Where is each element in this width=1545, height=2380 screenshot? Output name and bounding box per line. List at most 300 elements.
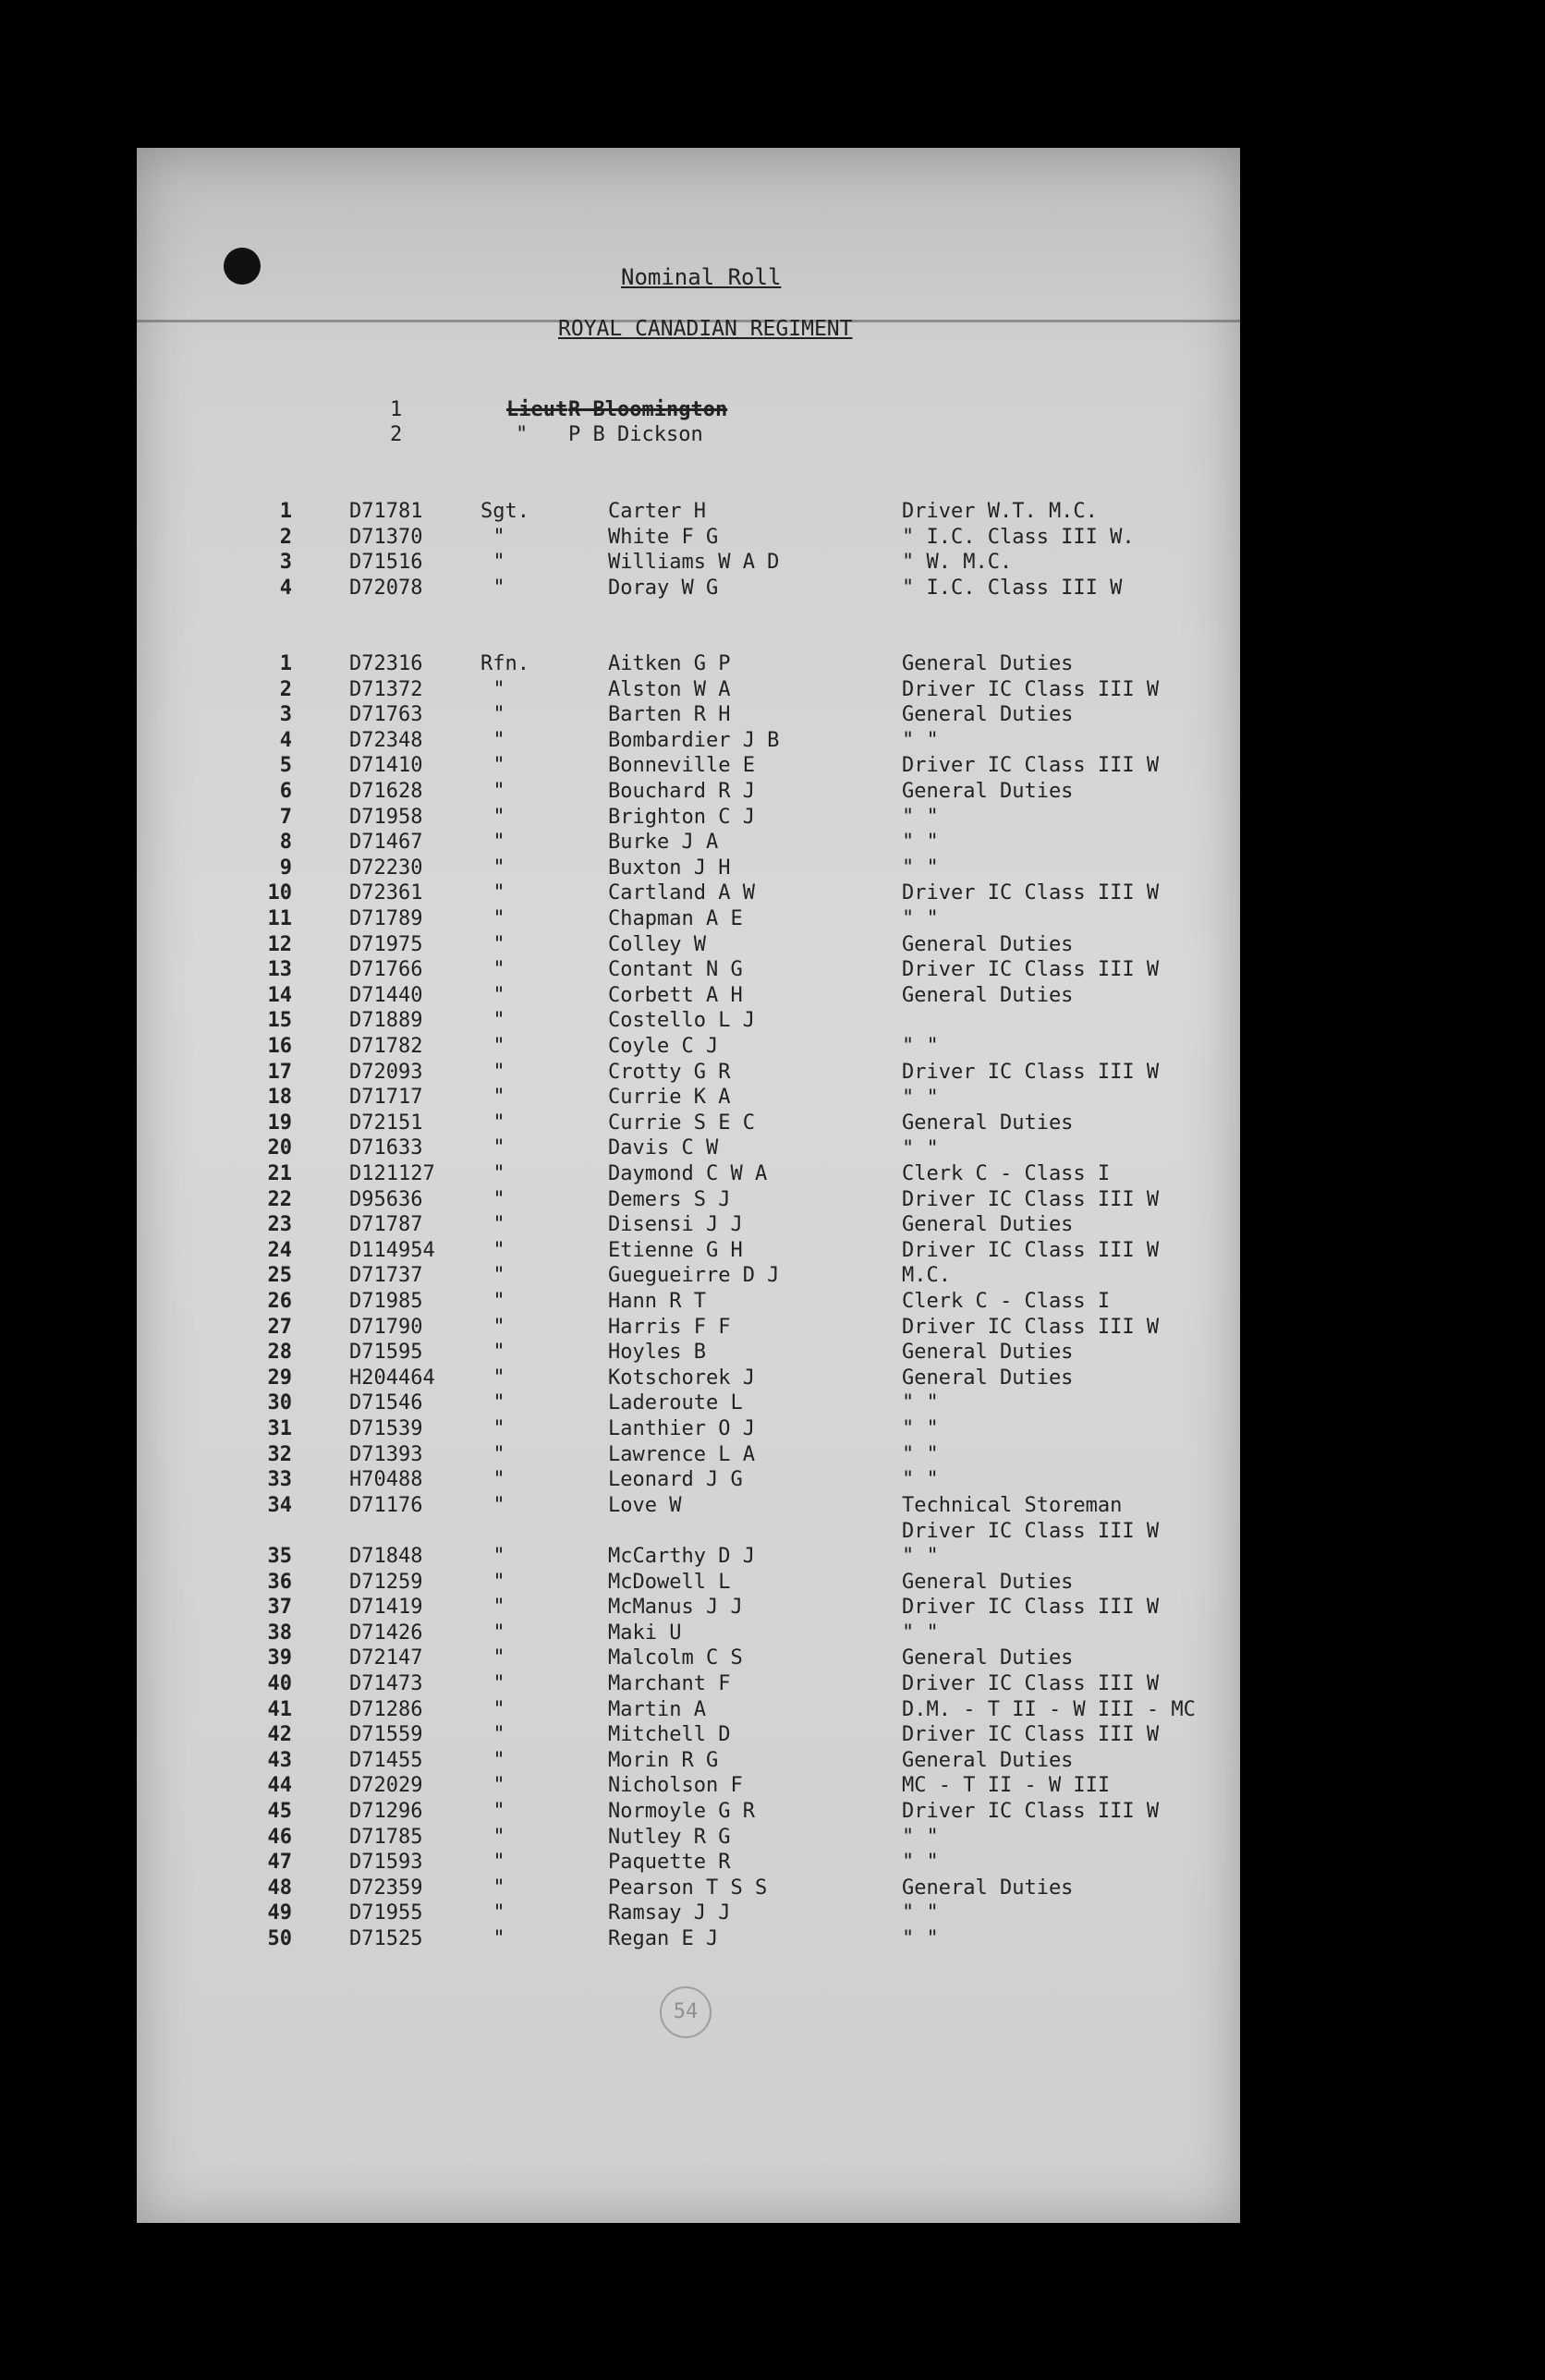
service-number: D71628 — [349, 780, 423, 803]
duty: Driver W.T. M.C. — [902, 500, 1098, 523]
row-number: 49 — [267, 1901, 292, 1925]
roll-row — [0, 1213, 1545, 1237]
service-number: D71440 — [349, 983, 423, 1007]
duty: Driver IC Class III W — [902, 881, 1160, 905]
service-number: D71717 — [349, 1086, 423, 1110]
soldier-name: Aitken G P — [608, 652, 731, 675]
row-number: 19 — [267, 1111, 292, 1135]
rank: " — [493, 1162, 505, 1185]
rank: " — [493, 1442, 505, 1466]
duty: General Duties — [902, 652, 1074, 675]
duty: General Duties — [902, 1646, 1074, 1670]
roll-row — [0, 703, 1545, 727]
duty: " " — [902, 728, 939, 752]
duty: Technical Storeman — [902, 1493, 1123, 1517]
row-number: 21 — [267, 1162, 292, 1185]
row-number: 2 — [279, 677, 292, 701]
soldier-name: Disensi J J — [608, 1213, 743, 1237]
roll-row — [0, 780, 1545, 804]
rank: " — [493, 1800, 505, 1823]
service-number: D71958 — [349, 805, 423, 829]
soldier-name: Lawrence L A — [608, 1442, 755, 1466]
rank: " — [493, 703, 505, 727]
roll-row — [0, 1239, 1545, 1263]
roll-row — [0, 1316, 1545, 1340]
roll-row — [0, 958, 1545, 982]
soldier-name: Costello L J — [608, 1009, 755, 1033]
row-number: 18 — [267, 1086, 292, 1110]
row-number: 48 — [267, 1876, 292, 1900]
row-number: 17 — [267, 1060, 292, 1084]
row-number: 45 — [267, 1800, 292, 1823]
duty-continued: " " — [902, 1136, 939, 1160]
rank: " — [493, 1927, 505, 1950]
rank: " — [493, 907, 505, 930]
roll-row — [0, 1162, 1545, 1186]
roll-row — [0, 1927, 1545, 1951]
service-number: D71789 — [349, 907, 423, 930]
service-number: D71370 — [349, 525, 423, 549]
row-number: 39 — [267, 1646, 292, 1670]
duty: " " — [902, 1391, 939, 1415]
roll-row — [0, 1800, 1545, 1824]
service-number: D71955 — [349, 1901, 423, 1925]
rank: " — [493, 1213, 505, 1237]
rank: " — [493, 983, 505, 1007]
rank: " — [493, 1111, 505, 1135]
rank: " — [493, 805, 505, 829]
rank: " — [493, 1009, 505, 1033]
service-number: D71525 — [349, 1927, 423, 1950]
duty: D.M. - T II - W III - MC — [902, 1697, 1196, 1721]
rank: " — [493, 1723, 505, 1747]
duty: " " — [902, 831, 939, 855]
row-number: 20 — [267, 1136, 292, 1160]
roll-row — [0, 1009, 1545, 1033]
row-number: 46 — [267, 1825, 292, 1849]
service-number: D71790 — [349, 1315, 423, 1339]
regiment-heading: ROYAL CANADIAN REGIMENT — [558, 317, 853, 341]
roll-row — [0, 1493, 1545, 1543]
soldier-name: Ramsay J J — [608, 1901, 731, 1925]
row-number: 32 — [267, 1442, 292, 1466]
roll-row — [0, 831, 1545, 855]
row-number: 7 — [279, 805, 292, 829]
roll-row — [0, 754, 1545, 778]
roll-row — [0, 1876, 1545, 1900]
page-number-stamp: 54 — [660, 1986, 712, 2038]
soldier-name: Pearson T S S — [608, 1876, 768, 1900]
officer-name: R Bloomington — [568, 398, 728, 421]
service-number: D71393 — [349, 1442, 423, 1466]
soldier-name: Martin A — [608, 1697, 706, 1721]
soldier-name: Brighton C J — [608, 805, 755, 829]
duty: " " — [902, 856, 939, 880]
row-number: 15 — [267, 1009, 292, 1033]
roll-row — [0, 500, 1545, 524]
duty: Driver IC Class III W — [902, 1315, 1160, 1339]
row-number: 1 — [279, 652, 292, 675]
rank: " — [493, 1366, 505, 1390]
roll-row — [0, 1341, 1545, 1365]
duty-continued: " " — [902, 1086, 939, 1110]
row-number: 26 — [267, 1290, 292, 1313]
officer-rank: " — [516, 423, 529, 446]
rank: " — [493, 1086, 505, 1110]
row-number: 28 — [267, 1341, 292, 1365]
rank: " — [493, 754, 505, 778]
soldier-name: Marchant F — [608, 1672, 731, 1695]
service-number: D71372 — [349, 677, 423, 701]
service-number: H204464 — [349, 1366, 435, 1390]
duty: " " — [902, 1927, 939, 1950]
row-number: 10 — [267, 881, 292, 905]
row-number: 5 — [279, 754, 292, 778]
duty: " " — [902, 1545, 939, 1568]
roll-row — [0, 652, 1545, 676]
service-number: D72029 — [349, 1774, 423, 1798]
service-number: D72348 — [349, 728, 423, 752]
soldier-name: Colley W — [608, 932, 706, 956]
roll-row — [0, 1290, 1545, 1314]
duty: M.C. — [902, 1264, 951, 1288]
roll-row — [0, 1468, 1545, 1492]
service-number: D71633 — [349, 1136, 423, 1160]
rank: " — [493, 728, 505, 752]
soldier-name: Malcolm C S — [608, 1646, 743, 1670]
duty-continued: Driver IC Class III W — [902, 1519, 1160, 1543]
row-number: 9 — [279, 856, 292, 880]
duty: Driver IC Class III W — [902, 1800, 1160, 1823]
service-number: D121127 — [349, 1162, 435, 1185]
row-number: 50 — [267, 1927, 292, 1950]
duty: General Duties — [902, 1748, 1074, 1772]
row-number: 11 — [267, 907, 292, 930]
roll-row — [0, 1391, 1545, 1415]
row-number: 13 — [267, 958, 292, 982]
row-number: 33 — [267, 1468, 292, 1492]
soldier-name: Daymond C W A — [608, 1162, 768, 1185]
rank: " — [493, 1290, 505, 1313]
roll-row — [0, 1851, 1545, 1875]
soldier-name: Hann R T — [608, 1290, 706, 1313]
roll-row — [0, 526, 1545, 550]
service-number: D71781 — [349, 500, 423, 523]
rank: " — [493, 1646, 505, 1670]
duty: " " — [902, 1035, 939, 1058]
row-number: 40 — [267, 1672, 292, 1695]
roll-row — [0, 1621, 1545, 1645]
rank: " — [493, 1035, 505, 1058]
soldier-name: Nutley R G — [608, 1825, 731, 1849]
service-number: D72316 — [349, 652, 423, 675]
document-title: Nominal Roll — [621, 264, 782, 290]
row-number: 42 — [267, 1723, 292, 1747]
rank: " — [493, 1851, 505, 1875]
soldier-name: Kotschorek J — [608, 1366, 755, 1390]
rank: " — [493, 1825, 505, 1849]
service-number: D71426 — [349, 1621, 423, 1645]
roll-row — [0, 1264, 1545, 1288]
service-number: D71889 — [349, 1009, 423, 1033]
roll-row — [0, 729, 1545, 753]
rank: " — [493, 856, 505, 880]
roll-row — [0, 1443, 1545, 1467]
soldier-name: Nicholson F — [608, 1774, 743, 1798]
soldier-name: Coyle C J — [608, 1035, 719, 1058]
rank: " — [493, 1570, 505, 1594]
row-number: 37 — [267, 1596, 292, 1620]
roll-row — [0, 856, 1545, 880]
service-number: D71782 — [349, 1035, 423, 1058]
rank: " — [493, 1493, 505, 1517]
duty-continued: " " — [902, 907, 939, 931]
soldier-name: Corbett A H — [608, 983, 743, 1007]
service-number: D71455 — [349, 1748, 423, 1772]
service-number: D71419 — [349, 1596, 423, 1620]
roll-row — [0, 806, 1545, 830]
duty: Driver IC Class III W — [902, 1187, 1160, 1211]
officer-name: P B Dickson — [568, 423, 703, 446]
duty: General Duties — [902, 1876, 1074, 1900]
service-number: D71467 — [349, 831, 423, 855]
rank: " — [493, 677, 505, 701]
duty: General Duties — [902, 1341, 1074, 1365]
soldier-name: Contant N G — [608, 958, 743, 982]
rank: " — [493, 1264, 505, 1288]
row-number: 24 — [267, 1238, 292, 1262]
officer-number: 2 — [390, 423, 403, 446]
roll-row — [0, 984, 1545, 1008]
roll-row — [0, 678, 1545, 702]
soldier-name: Leonard J G — [608, 1468, 743, 1492]
service-number: D72359 — [349, 1876, 423, 1900]
row-number: 34 — [267, 1493, 292, 1517]
soldier-name: Mitchell D — [608, 1723, 731, 1747]
service-number: D71176 — [349, 1493, 423, 1517]
duty: " I.C. Class III W — [902, 576, 1123, 600]
service-number: D72093 — [349, 1060, 423, 1084]
soldier-name: Crotty G R — [608, 1060, 731, 1084]
service-number: D71559 — [349, 1723, 423, 1747]
soldier-name: Alston W A — [608, 677, 731, 701]
soldier-name: Laderoute L — [608, 1391, 743, 1415]
soldier-name: Maki U — [608, 1621, 682, 1645]
service-number: D72230 — [349, 856, 423, 880]
service-number: D71593 — [349, 1851, 423, 1875]
soldier-name: Paquette R — [608, 1851, 731, 1875]
row-number: 38 — [267, 1621, 292, 1645]
roll-row — [0, 1646, 1545, 1670]
roll-row — [0, 1136, 1545, 1160]
duty: Driver IC Class III W — [902, 1672, 1160, 1695]
service-number: D71975 — [349, 932, 423, 956]
soldier-name: Davis C W — [608, 1136, 719, 1160]
duty: General Duties — [902, 983, 1074, 1007]
roll-row — [0, 1723, 1545, 1747]
soldier-name: Barten R H — [608, 703, 731, 727]
row-number: 3 — [279, 551, 292, 575]
row-number: 25 — [267, 1264, 292, 1288]
rank: " — [493, 1315, 505, 1339]
roll-row — [0, 1545, 1545, 1569]
service-number: D71763 — [349, 703, 423, 727]
row-number: 36 — [267, 1570, 292, 1594]
rank: Sgt. — [481, 500, 529, 523]
service-number: D71259 — [349, 1570, 423, 1594]
officer-rank: Lieut — [506, 398, 568, 421]
row-number: 22 — [267, 1187, 292, 1211]
roll-row — [0, 1086, 1545, 1110]
roll-row — [0, 1774, 1545, 1798]
rank: " — [493, 780, 505, 803]
row-number: 23 — [267, 1213, 292, 1237]
soldier-name: Williams W A D — [608, 551, 780, 575]
service-number: D72078 — [349, 576, 423, 600]
soldier-name: Lanthier O J — [608, 1417, 755, 1440]
row-number: 6 — [279, 780, 292, 803]
row-number: 43 — [267, 1748, 292, 1772]
duty: " " — [902, 1851, 939, 1875]
row-number: 31 — [267, 1417, 292, 1440]
rank: " — [493, 1341, 505, 1365]
soldier-name: McManus J J — [608, 1596, 743, 1620]
row-number: 8 — [279, 831, 292, 855]
duty: " " — [902, 1825, 939, 1849]
duty: Driver IC Class III W — [902, 1723, 1160, 1747]
rank: " — [493, 525, 505, 549]
row-number: 44 — [267, 1774, 292, 1798]
row-number: 4 — [279, 576, 292, 600]
service-number: D71787 — [349, 1213, 423, 1237]
roll-row — [0, 1366, 1545, 1390]
service-number: D71410 — [349, 754, 423, 778]
roll-row — [0, 1698, 1545, 1722]
rank: " — [493, 1596, 505, 1620]
soldier-name: Bouchard R J — [608, 780, 755, 803]
soldier-name: Harris F F — [608, 1315, 731, 1339]
service-number: D71737 — [349, 1264, 423, 1288]
soldier-name: Carter H — [608, 500, 706, 523]
soldier-name: Bonneville E — [608, 754, 755, 778]
soldier-name: Currie K A — [608, 1086, 731, 1110]
duty: General Duties — [902, 780, 1074, 803]
duty: Clerk C - Class I — [902, 1290, 1111, 1313]
duty: " " — [902, 805, 939, 829]
rank: " — [493, 576, 505, 600]
rank: " — [493, 1417, 505, 1440]
rank: " — [493, 932, 505, 956]
row-number: 4 — [279, 728, 292, 752]
duty: General Duties — [902, 1213, 1074, 1237]
soldier-name: Bombardier J B — [608, 728, 780, 752]
roll-row — [0, 551, 1545, 575]
soldier-name: Buxton J H — [608, 856, 731, 880]
officer-number: 1 — [390, 398, 403, 421]
service-number: D71595 — [349, 1341, 423, 1365]
duty: General Duties — [902, 1366, 1074, 1390]
duty: " I.C. Class III W. — [902, 525, 1135, 549]
roll-row — [0, 1035, 1545, 1059]
rank: " — [493, 1748, 505, 1772]
duty: " " — [902, 1417, 939, 1440]
duty: General Duties — [902, 1111, 1074, 1135]
row-number: 27 — [267, 1315, 292, 1339]
duty: Clerk C - Class I — [902, 1162, 1111, 1185]
service-number: D72151 — [349, 1111, 423, 1135]
row-number: 47 — [267, 1851, 292, 1875]
soldier-name: White F G — [608, 525, 719, 549]
duty: Driver IC Class III W — [902, 754, 1160, 778]
row-number: 1 — [279, 500, 292, 523]
row-number: 2 — [279, 525, 292, 549]
soldier-name: Love W — [608, 1493, 682, 1517]
service-number: D71296 — [349, 1800, 423, 1823]
duty: Driver IC Class III W — [902, 1238, 1160, 1262]
roll-row — [0, 1188, 1545, 1212]
punch-hole — [224, 248, 261, 285]
row-number: 12 — [267, 932, 292, 956]
rank: " — [493, 881, 505, 905]
rank: " — [493, 1468, 505, 1492]
roll-row — [0, 1571, 1545, 1595]
rank: " — [493, 551, 505, 575]
duty: General Duties — [902, 1570, 1074, 1594]
rank: " — [493, 1697, 505, 1721]
rank: " — [493, 1672, 505, 1695]
roll-row — [0, 907, 1545, 931]
service-number: D71516 — [349, 551, 423, 575]
rank: Rfn. — [481, 652, 529, 675]
service-number: D71848 — [349, 1545, 423, 1568]
service-number: D71785 — [349, 1825, 423, 1849]
duty-continued: " " — [902, 1621, 939, 1645]
soldier-name: Currie S E C — [608, 1111, 755, 1135]
service-number: D71766 — [349, 958, 423, 982]
soldier-name: Burke J A — [608, 831, 719, 855]
row-number: 3 — [279, 703, 292, 727]
rank: " — [493, 1876, 505, 1900]
roll-row — [0, 933, 1545, 957]
duty: Driver IC Class III W — [902, 1060, 1160, 1084]
rank: " — [493, 1238, 505, 1262]
duty: " " — [902, 1468, 939, 1492]
soldier-name: Etienne G H — [608, 1238, 743, 1262]
roll-row — [0, 1826, 1545, 1850]
duty: General Duties — [902, 703, 1074, 727]
row-number: 41 — [267, 1697, 292, 1721]
service-number: D114954 — [349, 1238, 435, 1262]
rank: " — [493, 1391, 505, 1415]
service-number: D72361 — [349, 881, 423, 905]
soldier-name: Normoyle G R — [608, 1800, 755, 1823]
soldier-name: Chapman A E — [608, 907, 743, 930]
rank: " — [493, 1545, 505, 1568]
rank: " — [493, 831, 505, 855]
roll-row — [0, 1417, 1545, 1441]
duty: MC - T II - W III — [902, 1774, 1111, 1798]
soldier-name: McCarthy D J — [608, 1545, 755, 1568]
service-number: D71286 — [349, 1697, 423, 1721]
service-number: D72147 — [349, 1646, 423, 1670]
soldier-name: Guegueirre D J — [608, 1264, 780, 1288]
roll-row — [0, 1901, 1545, 1925]
roll-row — [0, 577, 1545, 601]
row-number: 16 — [267, 1035, 292, 1058]
service-number: D71985 — [349, 1290, 423, 1313]
row-number: 14 — [267, 983, 292, 1007]
soldier-name: McDowell L — [608, 1570, 731, 1594]
